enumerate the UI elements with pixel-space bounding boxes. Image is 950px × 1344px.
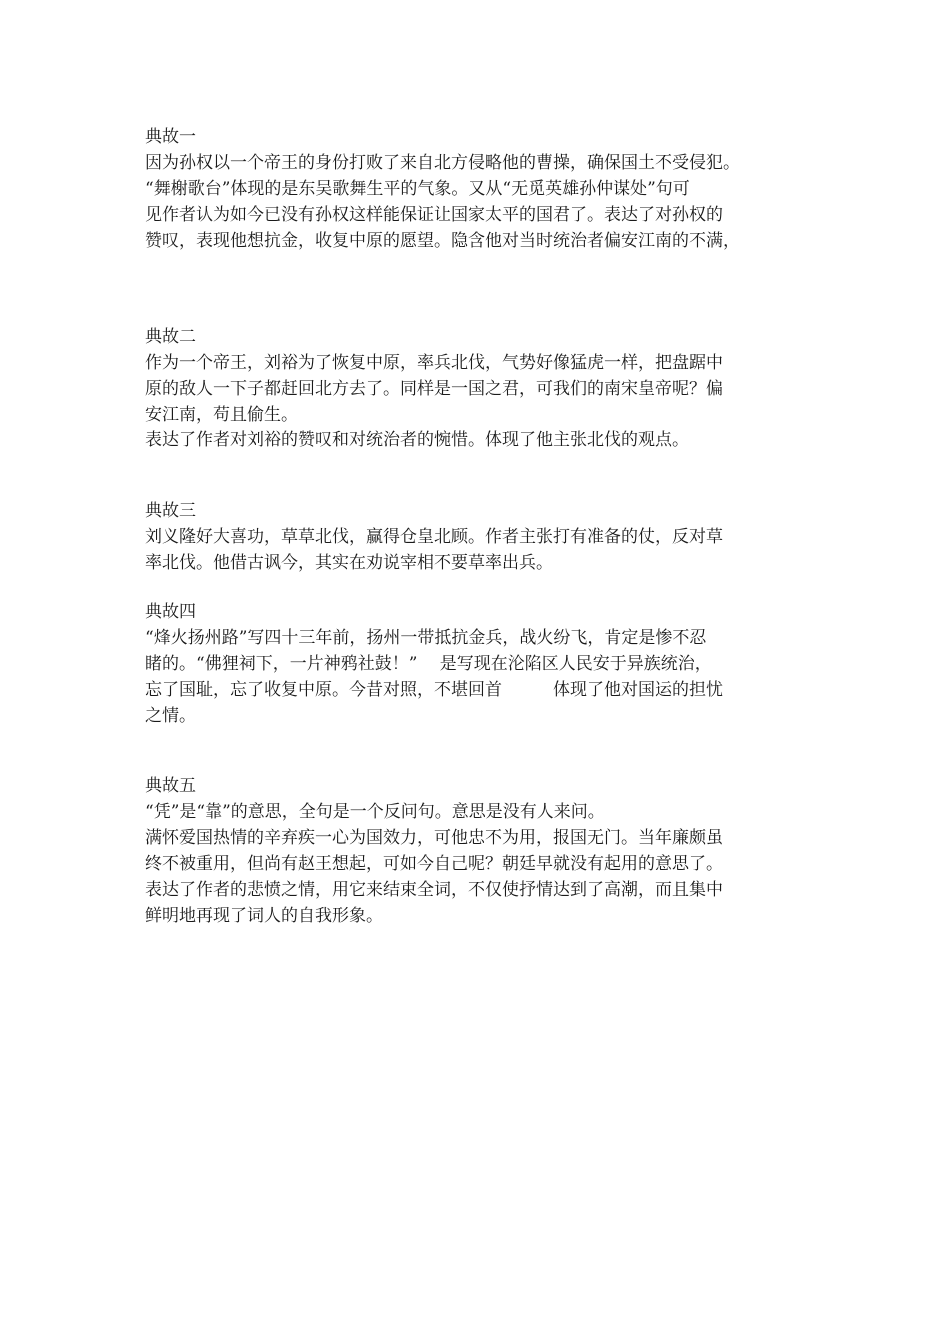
section-2-line-3: 安江南，苟且偷生。 — [145, 405, 298, 425]
section-3-title: 典故三 — [145, 501, 196, 521]
section-3-line-2: 率北伐。他借古讽今，其实在劝说宰相不要草率出兵。 — [145, 553, 553, 573]
section-2-line-2: 原的敌人一下子都赶回北方去了。同样是一国之君，可我们的南宋皇帝呢？偏 — [145, 379, 723, 399]
section-5-line-2: 满怀爱国热情的辛弃疾一心为国效力，可他忠不为用，报国无门。当年廉颇虽 — [145, 828, 723, 848]
section-4-title: 典故四 — [145, 602, 196, 622]
section-2-line-4: 表达了作者对刘裕的赞叹和对统治者的惋惜。体现了他主张北伐的观点。 — [145, 430, 689, 450]
section-1-line-3: 见作者认为如今已没有孙权这样能保证让国家太平的国君了。表达了对孙权的 — [145, 205, 723, 225]
section-1-line-1: 因为孙权以一个帝王的身份打败了来自北方侵略他的曹操，确保国土不受侵犯。 — [145, 153, 740, 173]
section-4-line-3: 忘了国耻，忘了收复中原。今昔对照，不堪回首 体现了他对国运的担忧 — [145, 680, 723, 700]
section-5-line-1: “凭”是“靠”的意思，全句是一个反问句。意思是没有人来问。 — [145, 802, 605, 822]
section-3-line-1: 刘义隆好大喜功，草草北伐，赢得仓皇北顾。作者主张打有准备的仗，反对草 — [145, 527, 723, 547]
section-4-line-4: 之情。 — [145, 706, 196, 726]
section-5-line-5: 鲜明地再现了词人的自我形象。 — [145, 906, 383, 926]
section-4-line-2: 睹的。“佛狸祠下，一片神鸦社鼓！” 是写现在沦陷区人民安于异族统治， — [145, 654, 712, 674]
section-5-line-3: 终不被重用，但尚有赵王想起，可如今自己呢？朝廷早就没有起用的意思了。 — [145, 854, 723, 874]
section-2-title: 典故二 — [145, 327, 196, 347]
section-5-title: 典故五 — [145, 776, 196, 796]
section-4-line-1: “烽火扬州路”写四十三年前，扬州一带抵抗金兵，战火纷飞，肯定是惨不忍 — [145, 628, 707, 648]
section-1-title: 典故一 — [145, 127, 196, 147]
section-5-line-4: 表达了作者的悲愤之情，用它来结束全词，不仅使抒情达到了高潮，而且集中 — [145, 880, 723, 900]
section-2-line-1: 作为一个帝王，刘裕为了恢复中原，率兵北伐，气势好像猛虎一样，把盘踞中 — [145, 353, 723, 373]
section-1-line-2: “舞榭歌台”体现的是东吴歌舞生平的气象。又从“无觅英雄孙仲谋处”句可 — [145, 179, 690, 199]
section-1-line-4: 赞叹，表现他想抗金，收复中原的愿望。隐含他对当时统治者偏安江南的不满， — [145, 231, 740, 251]
